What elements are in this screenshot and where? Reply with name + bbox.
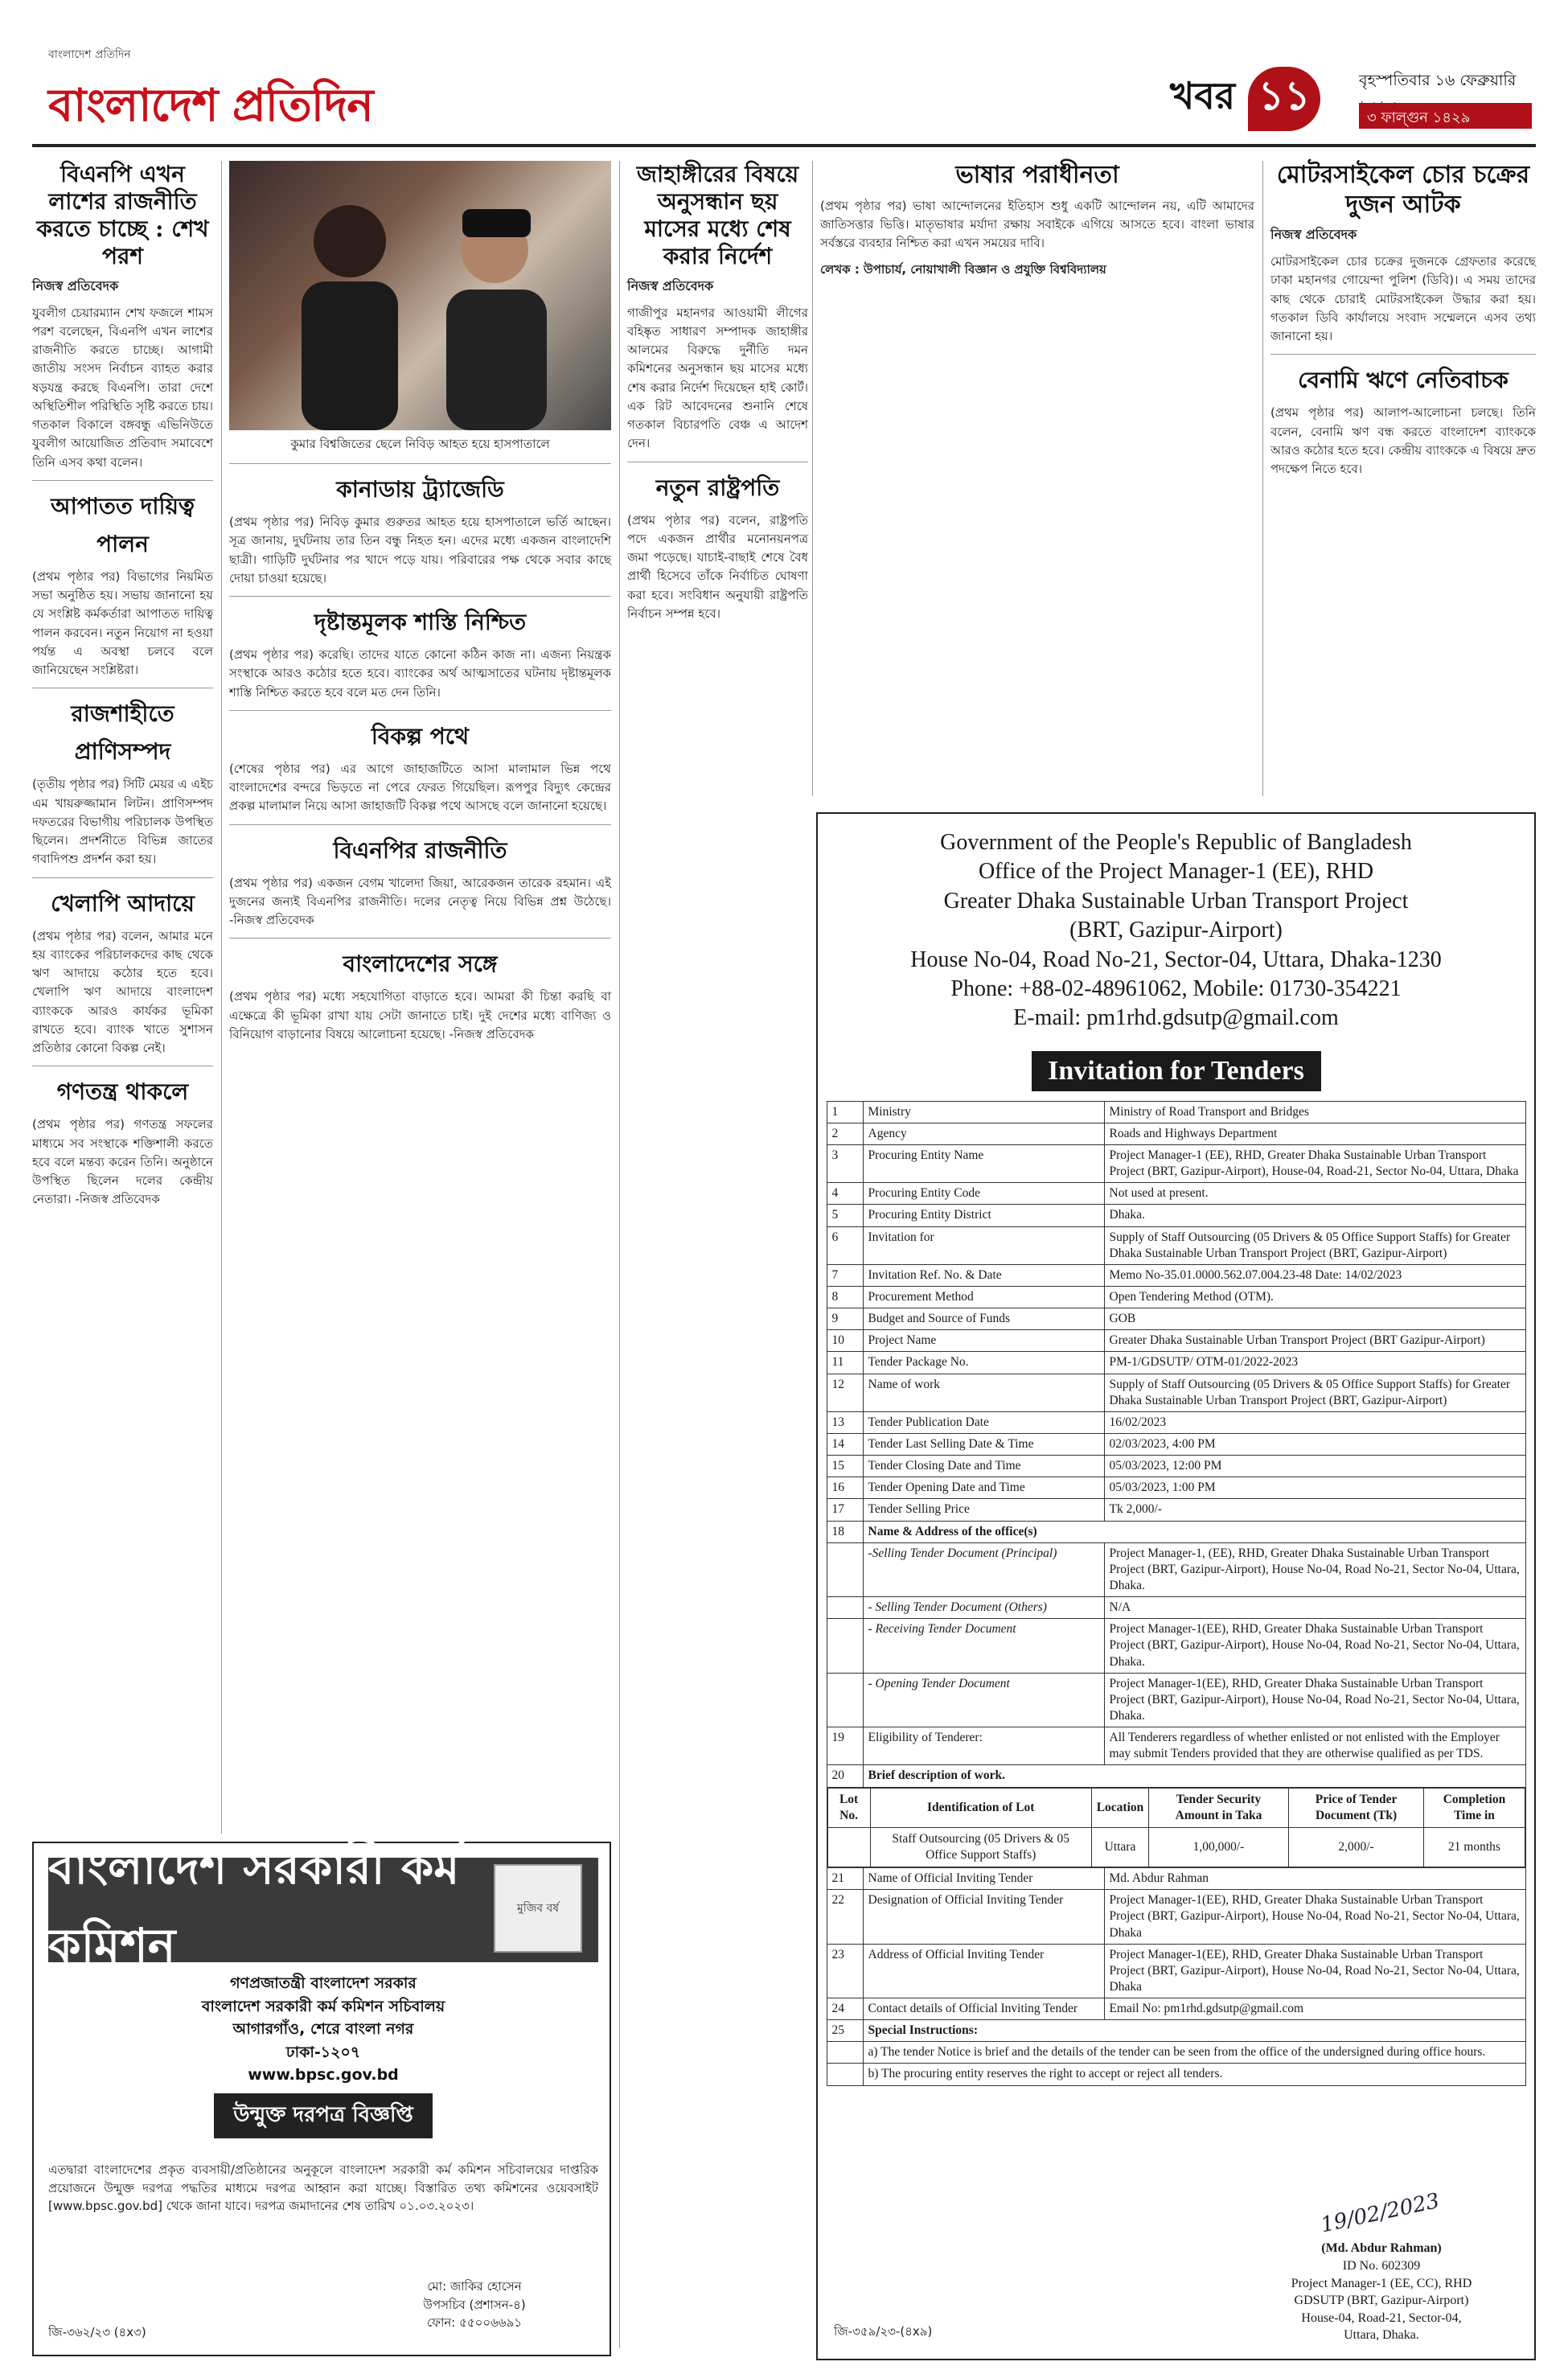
psc-website: www.bpsc.gov.bd [248,2066,399,2084]
article-headline: বিএনপি এখন লাশের রাজনীতি করতে চাচ্ছে : শেখ পরশ [36,161,209,270]
work-cell: 21 months [1424,1827,1525,1867]
tender-title: Invitation for Tenders [1032,1051,1321,1091]
table-row [827,1890,1525,1944]
row-key: Tender Opening Date and Time [863,1477,1104,1499]
table-row [827,2064,1525,2085]
row-value: PM-1/GDSUTP/ OTM-01/2022-2023 [1104,1352,1525,1374]
article-body: গাজীপুর মহানগর আওয়ামী লীগের বহিষ্কৃত সাধারণ সম্পাদক জাহাঙ্গীর আলমের বিরুদ্ধে দুর্নীতি দমন কমিশনের অনুসন্ধান ছয় মাসের মধ্যে শেষ করার নির্দেশ দিয়েছেন হাই কোর্ট। এক রিট আবেদনের শুনানি শেষে গতকাল বিচারপতি বেঞ্চ এ আদেশ দেন। [627,305,808,451]
column-divider [221,161,222,1834]
psc-banner [48,1840,598,1973]
table-row [827,1411,1525,1433]
column-5 [1270,161,1536,478]
row-number: 23 [827,1944,863,1998]
masthead-tagline: বাংলাদেশ প্রতিদিন [48,48,131,61]
newspaper-logo: বাংলাদেশ প্রতিদিন [48,79,373,132]
row-value: N/A [1104,1597,1525,1619]
row-key: Designation of Official Inviting Tender [863,1890,1104,1944]
work-cell [827,1827,870,1867]
table-row [827,1205,1525,1226]
row-value: GOB [1104,1308,1525,1330]
table-row [827,1673,1525,1727]
row-value: 16/02/2023 [1104,1411,1525,1433]
section-name: খবর [1170,74,1236,117]
date-secondary: ৩ ফাল্গুন ১৪২৯ [1359,103,1532,129]
row-value: All Tenderers regardless of whether enlisted or not enlisted with the Employer may submit Tenders provided that they are otherwise qualified as per TDS. [1104,1727,1525,1765]
row-key: Eligibility of Tenderer: [863,1727,1104,1765]
article-body: (প্রথম পৃষ্ঠার পর) বিভাগের নিয়মিত সভা অনুষ্ঠিত হয়। সভায় জানানো হয় যে সংশ্লিষ্ট কর্মকর্তারা আপাতত দায়িত্ব পালন করবেন। নতুন নিয়োগ না হওয়া পর্যন্ত এ অবস্থা চলবে বলে জানিয়েছেন সংশ্লিষ্টরা। [32,569,213,678]
table-row [827,1226,1525,1264]
instruction-a: a) The tender Notice is brief and the details of the tender can be seen from the office of the undersigned during office hours. [863,2042,1525,2064]
row-value: Tk 2,000/- [1104,1499,1525,1521]
row-key: Budget and Source of Funds [863,1308,1104,1330]
row-number: 14 [827,1433,863,1455]
row-key: Special Instructions: [863,2020,1525,2042]
signature-block [1253,2189,1510,2344]
work-cell: Uttara [1091,1827,1149,1867]
article-subhead: আপাতত দায়িত্ব পালন [51,492,195,557]
divider [229,710,611,711]
table-row [827,1477,1525,1499]
psc-line: গণপ্রজাতন্ত্রী বাংলাদেশ সরকার [230,1974,417,1992]
article-subhead: নতুন রাষ্ট্রপতি [655,474,780,501]
mujib-year-logo: মুজিব বর্ষ [494,1864,582,1953]
psc-line: বাংলাদেশ সরকারী কর্ম কমিশন সচিবালয় [201,1997,445,2015]
row-number: 7 [827,1264,863,1286]
table-row [827,1287,1525,1308]
divider [32,877,213,878]
row-value: Not used at present. [1104,1183,1525,1205]
work-header-cell: Tender Security Amount in Taka [1149,1788,1288,1827]
row-key: Contact details of Official Inviting Tender [863,1998,1104,2020]
ad-reference: জি-৩৫৯/২৩-(৪x৯) [834,2324,933,2339]
column-divider [619,161,620,2348]
row-number [827,2042,863,2064]
table-row [827,1456,1525,1477]
row-key: Name of Official Inviting Tender [863,1868,1104,1890]
signer-address: House-04, Road-21, Sector-04, [1301,2310,1462,2325]
tender-header-line: (BRT, Gazipur-Airport) [1069,918,1283,943]
row-key: Tender Package No. [863,1352,1104,1374]
column-2 [229,161,611,1044]
table-row [827,1433,1525,1455]
row-number: 20 [827,1765,863,1787]
article-headline: জাহাঙ্গীরের বিষয়ে অনুসন্ধান ছয় মাসের মধ্যে শেষ করার নির্দেশ [636,161,799,270]
row-number: 19 [827,1727,863,1765]
table-row [827,1619,1525,1673]
row-number [827,1542,863,1596]
signer-address: Uttara, Dhaka. [1344,2328,1419,2343]
work-header-cell: Lot No. [827,1788,870,1827]
table-row [827,1727,1525,1765]
tender-header-line: Government of the People's Republic of Bangladesh [940,830,1412,855]
table-row [827,1308,1525,1330]
row-value: Project Manager-1 (EE), RHD, Greater Dhaka Sustainable Urban Transport Project (BRT, Gazipur-Airport), House-04, Road-21, Sector No-04, Uttara, Dhaka [1104,1145,1525,1183]
psc-title: উন্মুক্ত দরপত্র বিজ্ঞপ্তি [214,2093,433,2138]
article-subhead: বেনামি ঋণে নেতিবাচক [1298,367,1508,394]
table-row [827,2020,1525,2042]
work-cell: 2,000/- [1288,1827,1424,1867]
row-value: Supply of Staff Outsourcing (05 Drivers & 05 Office Support Staffs) for Greater Dhaka Sustainable Urban Transport Project (BRT, Gazipur-Airport) [1104,1374,1525,1411]
work-cell: 1,00,000/- [1149,1827,1288,1867]
article-body: (শেষের পৃষ্ঠার পর) এর আগে জাহাজটিতে আসা মালামাল ভিন্ন পথে বাংলাদেশের বন্দরে ভিড়তে না পেরে ফেরত গিয়েছিল। রূপপুর বিদ্যুৎ কেন্দ্রের প্রকল্প মালামাল নিয়ে আসা জাহাজটি বিকল্প পথে আসছে বলে জানানো হয়েছে। [229,761,611,814]
row-number: 9 [827,1308,863,1330]
row-number: 24 [827,1998,863,2020]
row-number [827,1597,863,1619]
article-subhead: রাজশাহীতে প্রাণিসম্পদ [71,700,174,766]
article-body: (প্রথম পৃষ্ঠার পর) বলেন, আমার মনে হয় ব্যাংকের পরিচালকদের কাছ থেকে ঋণ আদায়ে কঠোর হতে হবে। খেলাপি ঋণ আদায়ে বাংলাদেশ ব্যাংককে আরও কার্যকর ভূমিকা রাখতে হবে। ব্যাংক খাতে সুশাসন প্রতিষ্ঠার কোনো বিকল্প নেই। [32,928,213,1056]
ad-reference: জি-৩৬২/২৩ (৪x৩) [48,2325,146,2339]
article-byline: নিজস্ব প্রতিবেদক [1270,227,1357,243]
row-key: Invitation for [863,1226,1104,1264]
row-number: 6 [827,1226,863,1264]
tender-notice [816,812,1536,2360]
row-number: 5 [827,1205,863,1226]
article-subhead: গণতন্ত্র থাকলে [56,1078,189,1106]
psc-body: এতদ্বারা বাংলাদেশের প্রকৃত ব্যবসায়ী/প্রতিষ্ঠানের অনুকূলে বাংলাদেশ সরকারী কর্ম কমিশন সচিবালয়ের দাপ্তরিক প্রয়োজনে উন্মুক্ত দরপত্র পদ্ধতির মাধ্যমে দরপত্র আহ্বান করা যাচ্ছে। বিস্তারিত তথ্য কমিশনের ওয়েবসাইট [www.bpsc.gov.bd] থেকে জানা যাবে। দরপত্র জমাদানের শেষ তারিখ ০১.০৩.২০২৩। [48,2162,598,2213]
article-subhead: বিকল্প পথে [371,722,470,750]
row-number: 17 [827,1499,863,1521]
row-number: 2 [827,1123,863,1144]
divider [32,480,213,481]
row-value: Supply of Staff Outsourcing (05 Drivers & 05 Office Support Staffs) for Greater Dhaka Sustainable Urban Transport Project (BRT, Gazipur-Airport) [1104,1226,1525,1264]
article-body: যুবলীগ চেয়ারম্যান শেখ ফজলে শামস পরশ বলেছেন, বিএনপি এখন লাশের রাজনীতি করতে চাচ্ছে। আগামী জাতীয় সংসদ নির্বাচন ব্যাহত করার ষড়যন্ত্র করছে বিএনপি। তারা দেশে অস্থিতিশীল পরিস্থিতি সৃষ্টি করতে চায়। গতকাল বিকালে বঙ্গবন্ধু এভিনিউতে যুবলীগ আয়োজিত প্রতিবাদ সমাবেশে তিনি এসব কথা বলেন। [32,305,213,470]
tender-table [827,1101,1526,2086]
article-subhead: বাংলাদেশের সঙ্গে [343,951,498,978]
work-cell: Staff Outsourcing (05 Drivers & 05 Office Support Staffs) [870,1827,1091,1867]
psc-tender-ad [32,1842,611,2356]
row-number: 18 [827,1521,863,1542]
article-subhead: কানাডায় ট্র্যাজেডি [336,476,504,503]
table-row [827,1998,1525,2020]
divider [1270,354,1536,355]
tender-header-line: Greater Dhaka Sustainable Urban Transport Project [943,888,1409,914]
table-row [827,1123,1525,1144]
article-subhead: খেলাপি আদায়ে [51,889,195,917]
tender-header-line: Phone: +88-02-48961062, Mobile: 01730-354221 [950,975,1402,1001]
row-number: 10 [827,1330,863,1352]
psc-banner-text: বাংলাদেশ সরকারী কর্ম কমিশন [48,1840,460,1973]
psc-signer-phone: ফোন: ৫৫০০৬৬৯১ [426,2315,523,2330]
divider [229,938,611,939]
row-number: 15 [827,1456,863,1477]
article-headline: মোটরসাইকেল চোর চক্রের দুজন আটক [1276,161,1530,219]
row-key: Procuring Entity District [863,1205,1104,1226]
table-row [827,1787,1525,1868]
psc-signature [354,2277,595,2332]
row-key: Invitation Ref. No. & Date [863,1264,1104,1286]
row-number: 1 [827,1101,863,1123]
row-number: 8 [827,1287,863,1308]
psc-line: আগারগাঁও, শেরে বাংলা নগর [232,2020,414,2038]
article-body: (প্রথম পৃষ্ঠার পর) আলাপ-আলোচনা চলছে। তিনি বলেন, বেনামি ঋণ বন্ধ করতে বাংলাদেশ ব্যাংককে আরও কঠোর হতে হবে। কেন্দ্রীয় ব্যাংককে এ বিষয়ে দ্রুত পদক্ষেপ নিতে হবে। [1270,405,1536,477]
article-body: (প্রথম পৃষ্ঠার পর) বলেন, রাষ্ট্রপতি পদে একজন প্রার্থীর মনোনয়নপত্র জমা পড়েছে। যাচাই-বাছাই শেষে বৈধ প্রার্থী হিসেবে তাঁকে নির্বাচিত ঘোষণা করা হবে। সংবিধান অনুযায়ী রাষ্ট্রপতি নির্বাচন সম্পন্ন হবে। [627,512,808,621]
row-key: Project Name [863,1330,1104,1352]
row-key: Name & Address of the office(s) [863,1521,1525,1542]
row-value: Md. Abdur Rahman [1104,1868,1525,1890]
date-primary: বৃহস্পতিবার ১৬ ফেব্রুয়ারি [1359,72,1517,89]
article-body: (প্রথম পৃষ্ঠার পর) গণতন্ত্র সফলের মাধ্যমে সব সংস্থাকে শক্তিশালী করতে হবে বলে মন্তব্য করেন তিনি। অনুষ্ঠানে উপস্থিত ছিলেন দলের কেন্দ্রীয় নেতারা। -নিজস্ব প্রতিবেদক [32,1117,213,1207]
article-body: (প্রথম পৃষ্ঠার পর) ভাষা আন্দোলনের ইতিহাস শুধু একটি আন্দোলন নয়, এটি আমাদের জাতিসত্তার ভিত্তি। মাতৃভাষার মর্যাদা রক্ষায় সবাইকে এগিয়ে আসতে হবে। বাংলা ভাষার সর্বস্তরে ব্যবহার নিশ্চিত করা এখন সময়ের দাবি। [820,198,1254,251]
table-row [827,1101,1525,1123]
row-number: 21 [827,1868,863,1890]
article-body: (প্রথম পৃষ্ঠার পর) নিবিড় কুমার গুরুতর আহত হয়ে হাসপাতালে ভর্তি আছেন। সূত্র জানায়, দুর্ঘটনায় তার তিন বন্ধু নিহত হন। এদের মধ্যে একজন বাংলাদেশি ছাত্রী। গাড়িটি দুর্ঘটনার পর খাদে পড়ে যায়। পরিবারের পক্ষ থেকে সবার কাছে দোয়া চাওয়া হয়েছে। [229,515,611,585]
work-header-cell: Completion Time in [1424,1788,1525,1827]
table-row [827,1944,1525,1998]
row-key: -Selling Tender Document (Principal) [863,1542,1104,1596]
work-row [827,1827,1525,1867]
article-body: (প্রথম পৃষ্ঠার পর) করেছি। তাদের যাতে কোনো কঠিন কাজ না। এজন্য নিয়ন্ত্রক সংস্থাকে আরও কঠোর হতে হবে। ব্যাংকের অর্থ আত্মসাতের ঘটনায় দৃষ্টান্তমূলক শাস্তি নিশ্চিত করতে হবে বলে মত দেন তিনি। [229,647,611,700]
article-byline: নিজস্ব প্রতিবেদক [627,277,714,294]
row-key: Ministry [863,1101,1104,1123]
row-value: Email No: pm1rhd.gdsutp@gmail.com [1104,1998,1525,2020]
article-body: (তৃতীয় পৃষ্ঠার পর) সিটি মেয়র এ এইচ এম খায়রুজ্জামান লিটন। প্রাণিসম্পদ দফতরের বিভাগীয় পরিচালক উপস্থিত ছিলেন। প্রদর্শনীতে বিভিন্ন জাতের গবাদিপশু প্রদর্শন করা হয়। [32,777,213,867]
table-row [827,1499,1525,1521]
tender-header [818,828,1534,1033]
work-header-row [827,1788,1525,1827]
row-key: Name of work [863,1374,1104,1411]
row-number [827,1673,863,1727]
work-header-cell: Location [1091,1788,1149,1827]
photo-people-icon [229,161,611,430]
row-value: 05/03/2023, 12:00 PM [1104,1456,1525,1477]
table-row [827,1183,1525,1205]
table-row [827,1542,1525,1596]
table-row [827,1145,1525,1183]
column-4 [820,161,1254,280]
article-headline: ভাষার পরাধীনতা [955,161,1119,189]
work-header-cell: Price of Tender Document (Tk) [1288,1788,1424,1827]
table-row [827,1374,1525,1411]
work-table [827,1788,1525,1868]
tender-header-line: E-mail: pm1rhd.gdsutp@gmail.com [1013,1005,1339,1031]
row-value: Dhaka. [1104,1205,1525,1226]
row-key: Procuring Entity Code [863,1183,1104,1205]
row-number: 11 [827,1352,863,1374]
row-number: 22 [827,1890,863,1944]
table-row [827,1330,1525,1352]
column-divider [812,161,813,796]
row-key: Procuring Entity Name [863,1145,1104,1183]
row-value: Project Manager-1(EE), RHD, Greater Dhaka Sustainable Urban Transport Project (BRT, Gazipur-Airport), House No-04, Road No-21, Sector No-04, Uttara, Dhaka. [1104,1619,1525,1673]
row-number [827,1619,863,1673]
table-row [827,1868,1525,1890]
row-value: Open Tendering Method (OTM). [1104,1287,1525,1308]
psc-signer-title: উপসচিব (প্রশাসন-৪) [423,2297,526,2312]
row-key: Tender Selling Price [863,1499,1104,1521]
row-number: 12 [827,1374,863,1411]
row-key: Tender Last Selling Date & Time [863,1433,1104,1455]
table-row [827,1765,1525,1787]
row-number: 25 [827,2020,863,2042]
work-header-cell: Identification of Lot [870,1788,1091,1827]
psc-signer-name: মো: জাকির হোসেন [427,2279,522,2294]
article-subhead: বিএনপির রাজনীতি [333,836,507,864]
article-body: (প্রথম পৃষ্ঠার পর) একজন বেগম খালেদা জিয়া, আরেকজন তারেক রহমান। এই দুজনের জন্যই বিএনপির রাজনীতি। দলের নেতৃত্ব নিয়ে বিভিন্ন প্রশ্ন উঠেছে। -নিজস্ব প্রতিবেদক [229,875,611,927]
row-value: Project Manager-1(EE), RHD, Greater Dhaka Sustainable Urban Transport Project (BRT, Gazipur-Airport), House No-04, Road No-21, Sector No-04, Uttara, Dhaka. [1104,1673,1525,1727]
row-key: - Receiving Tender Document [863,1619,1104,1673]
table-row [827,1264,1525,1286]
row-key: Tender Closing Date and Time [863,1456,1104,1477]
signer-name: (Md. Abdur Rahman) [1321,2241,1442,2256]
column-divider [1262,161,1263,796]
psc-address [34,1972,613,2138]
page-number: ১১ [1248,67,1320,131]
row-key: - Opening Tender Document [863,1673,1104,1727]
row-key: Address of Official Inviting Tender [863,1944,1104,1998]
row-key: Tender Publication Date [863,1411,1104,1433]
row-number: 13 [827,1411,863,1433]
table-row [827,1597,1525,1619]
row-value: Project Manager-1(EE), RHD, Greater Dhaka Sustainable Urban Transport Project (BRT, Gazipur-Airport), House No-04, Road No-21, Sector No-04, Uttara, Dhaka [1104,1890,1525,1944]
row-key: Procurement Method [863,1287,1104,1308]
article-body: (প্রথম পৃষ্ঠার পর) মধ্যে সহযোগিতা বাড়াতে হবে। আমরা কী চিন্তা করছি বা এক্ষেত্রে কী ভূমিকা রাখা যায় সেটা জানাতে চাই। দুই দেশের মধ্যে বাণিজ্য ও বিনিয়োগ বাড়ানোর বিষয়ে আলোচনা হয়েছে। -নিজস্ব প্রতিবেদক [229,989,611,1041]
row-number: 16 [827,1477,863,1499]
row-value: Project Manager-1, (EE), RHD, Greater Dhaka Sustainable Urban Transport Project (BRT, Gazipur-Airport), House No-04, Road No-21, Sector No-04, Uttara, Dhaka. [1104,1542,1525,1596]
signer-title: GDSUTP (BRT, Gazipur-Airport) [1294,2294,1469,2308]
row-key: Brief description of work. [863,1765,1525,1787]
divider [229,463,611,464]
signer-title: Project Manager-1 (EE, CC), RHD [1291,2276,1472,2290]
row-value: Roads and Highways Department [1104,1123,1525,1144]
signer-id: ID No. 602309 [1342,2259,1421,2273]
row-number: 3 [827,1145,863,1183]
photo-caption: কুমার বিশ্বজিতের ছেলে নিবিড় আহত হয়ে হাসপাতালে [290,437,550,451]
row-value: Greater Dhaka Sustainable Urban Transport Project (BRT Gazipur-Airport) [1104,1330,1525,1352]
work-table-cell [827,1787,1525,1868]
column-1 [32,161,213,1210]
psc-line: ঢাকা-১২০৭ [285,2043,361,2061]
handwritten-signature: 19/02/2023 [1318,2189,1442,2238]
row-value: Ministry of Road Transport and Bridges [1104,1101,1525,1123]
row-value: 02/03/2023, 4:00 PM [1104,1433,1525,1455]
column-3 [627,161,808,623]
masthead [32,39,1536,147]
news-photo [229,161,611,430]
divider [229,596,611,597]
row-key: Agency [863,1123,1104,1144]
row-value: Project Manager-1(EE), RHD, Greater Dhaka Sustainable Urban Transport Project (BRT, Gazipur-Airport), House No-04, Road No-21, Sector No-04, Uttara, Dhaka [1104,1944,1525,1998]
row-value: 05/03/2023, 1:00 PM [1104,1477,1525,1499]
row-value: Memo No-35.01.0000.562.07.004.23-48 Date: 14/02/2023 [1104,1264,1525,1286]
article-body: মোটরসাইকেল চোর চক্রের দুজনকে গ্রেফতার করেছে ঢাকা মহানগর গোয়েন্দা পুলিশ (ডিবি)। এ সময় তাদের কাছ থেকে চোরাই মোটরসাইকেল উদ্ধার করা হয়। গতকাল ডিবি কার্যালয়ে সংবাদ সম্মেলনে এসব তথ্য জানানো হয়। [1270,254,1536,344]
table-row [827,1352,1525,1374]
table-row [827,2042,1525,2064]
author-note: লেখক : উপাচার্য, নোয়াখালী বিজ্ঞান ও প্রযুক্তি বিশ্ববিদ্যালয় [820,262,1106,277]
article-subhead: দৃষ্টান্তমূলক শাস্তি নিশ্চিত [314,609,527,635]
instruction-b: b) The procuring entity reserves the right to accept or reject all tenders. [863,2064,1525,2085]
tender-header-line: Office of the Project Manager-1 (EE), RHD [978,859,1374,885]
article-byline: নিজস্ব প্রতিবেদক [32,277,119,294]
table-row [827,1521,1525,1542]
divider [229,824,611,825]
section-label [1170,63,1347,135]
row-number [827,2064,863,2085]
tender-header-line: House No-04, Road No-21, Sector-04, Uttara, Dhaka-1230 [910,947,1442,972]
row-number: 4 [827,1183,863,1205]
row-key: - Selling Tender Document (Others) [863,1597,1104,1619]
